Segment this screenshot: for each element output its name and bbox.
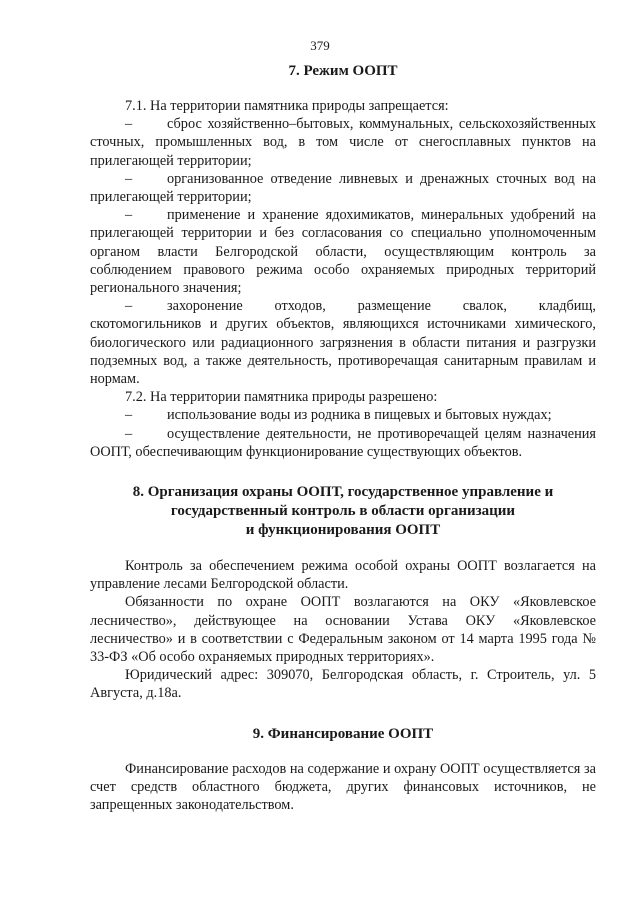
dash-marker: – [125,425,133,442]
section-8-title [90,483,596,540]
dash-marker: – [125,170,133,187]
paragraph-7-2: 7.2. На территории памятника природы разрешено: [125,389,438,406]
paragraph-7-1: 7.1. На территории памятника природы запрещается: [125,98,449,114]
dash-marker: – [125,207,133,224]
section-9-paragraph: Финансирование расходов на содержание и охрану ООПТ осуществляется за счет средств областного бюджета, других финансовых источников, не запрещенных законодательством. [90,760,596,814]
section-7-title: 7. Режим ООПТ [288,63,398,79]
forbidden-item-text: сброс хозяйственно–бытовых, коммунальных, сельскохозяйственных сточных, промышленных вод, в том числе от снегосплавных пунктов на прилегающей территории; [90,116,596,169]
document-body [90,62,596,814]
allowed-item-text: осуществление деятельности, не противоречащей целям назначения ООПТ, обеспечивающим функционирование существующих объектов. [90,425,596,460]
section-8-paragraph: Юридический адрес: 309070, Белгородская область, г. Строитель, ул. 5 Августа, д.18а. [90,667,596,702]
allowed-item-text: использование воды из родника в пищевых и бытовых нуждах; [167,407,552,424]
section-8-paragraph: Обязанности по охране ООПТ возлагаются на ОКУ «Яковлевское лесничество», действующее на основании Устава ОКУ «Яковлевское лесничество» и в соответствии с Федеральным законом от 14 марта 1995 года № 33-ФЗ «Об особо охраняемых природных территориях». [90,594,596,666]
allowed-item [90,406,596,424]
section-8-title-line: государственный контроль в области организации [170,503,516,520]
section-9-title: 9. Финансирование ООПТ [252,725,434,742]
dash-marker: – [125,298,133,315]
allowed-item [90,425,596,461]
forbidden-item [90,206,596,297]
page-number: 379 [310,38,330,53]
dash-marker: – [125,407,133,424]
section-8-title-line: 8. Организация охраны ООПТ, государственное управление и [132,484,554,501]
forbidden-item [90,115,596,170]
section-8-paragraph: Контроль за обеспечением режима особой охраны ООПТ возлагается на управление лесами Белгородской области. [90,558,596,593]
forbidden-item-text: организованное отведение ливневых и дренажных сточных вод на прилегающей территории; [90,170,596,206]
forbidden-item-text: применение и хранение ядохимикатов, минеральных удобрений на прилегающей территории и без согласования со специально уполномоченным органом власти Белгородской области, осуществляющим контроль за соблюдением правового режима особо охраняемых природных территорий регионального значения; [90,207,596,297]
section-8-title-line: и функционирования ООПТ [245,522,441,539]
forbidden-item-text: захоронение отходов, размещение свалок, кладбищ, скотомогильников и других объектов, являющихся источниками химического, биологического или радиационного загрязнения в области питания и разгрузки подземных вод, а также деятельность, противоречащая санитарным правилам и нормам. [90,298,596,388]
forbidden-item [90,170,596,206]
dash-marker: – [125,116,133,133]
forbidden-item [90,297,596,388]
